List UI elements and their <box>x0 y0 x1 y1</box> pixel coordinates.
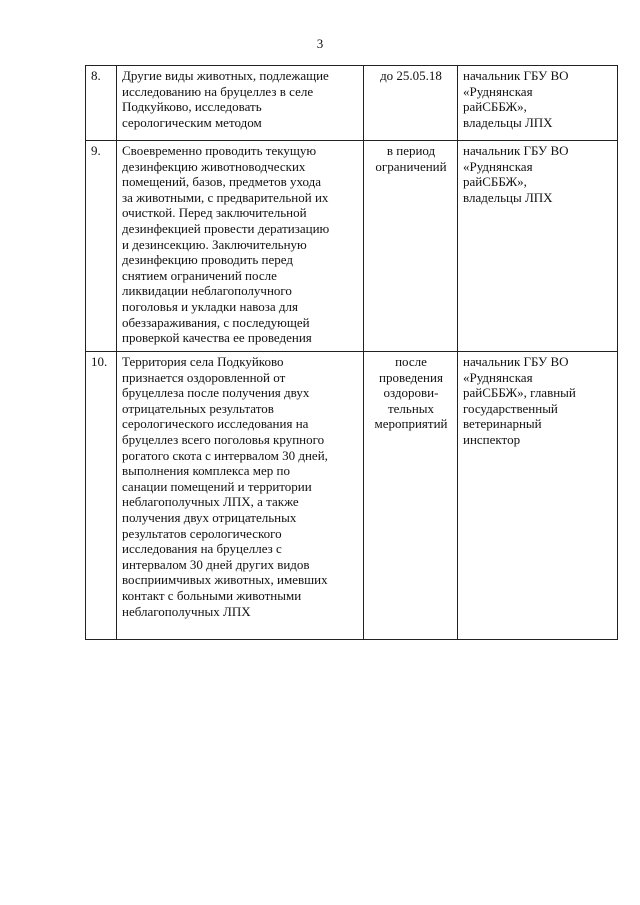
measures-table <box>85 65 618 640</box>
responsible-text: начальник ГБУ ВО «Руднянская райСББЖ», владельцы ЛПХ <box>463 68 569 130</box>
term-text: после проведения оздорови- тельных мероприятий <box>374 354 448 432</box>
row-number-cell <box>86 66 117 141</box>
row-number: 9. <box>91 143 101 158</box>
term-cell <box>364 352 458 640</box>
responsible-text: начальник ГБУ ВО «Руднянская райСББЖ», владельцы ЛПХ <box>463 143 569 205</box>
row-number: 10. <box>91 354 108 369</box>
row-number: 8. <box>91 68 101 83</box>
responsible-cell <box>458 141 618 352</box>
row-number-cell <box>86 352 117 640</box>
action-text: Другие виды животных, подлежащие исследованию на бруцеллез в селе Подкуйково, исследовать серологическим методом <box>122 68 329 130</box>
responsible-text: начальник ГБУ ВО «Руднянская райСББЖ», главный государственный ветеринарный инспектор <box>463 354 576 447</box>
action-text: Своевременно проводить текущую дезинфекцию животноводческих помещений, базов, предметов ухода за животными, с предварительной их очисткой. Перед заключительной дезинфекцией провести дератизацию и дезинсекцию. Заключительную дезинфекцию проводить перед снятием ограничений после ликвидации неблагополучного поголовья и укладки навоза для обеззараживания, с последующей проверкой качества ее проведения <box>122 143 330 346</box>
term-cell <box>364 141 458 352</box>
action-cell <box>117 141 364 352</box>
row-number-cell <box>86 141 117 352</box>
table-row <box>86 141 618 352</box>
page-number: 3 <box>316 36 324 51</box>
table-row <box>86 66 618 141</box>
responsible-cell <box>458 66 618 141</box>
term-text: в период ограничений <box>375 143 447 174</box>
action-cell <box>117 352 364 640</box>
term-cell <box>364 66 458 141</box>
action-cell <box>117 66 364 141</box>
action-text: Территория села Подкуйково признается оздоровленной от бруцеллеза после получения двух отрицательных результатов серологического исследования на бруцеллез всего поголовья крупного рогатого скота с интервалом 30 дней, выполнения комплекса мер по санации помещений и территории неблагополучных ЛПХ, а также получения двух отрицательных результатов серологического исследования на бруцеллез с интервалом 30 дней других видов восприимчивых животных, имевших контакт с больными животными неблагополучных ЛПХ <box>122 354 328 619</box>
term-text: до 25.05.18 <box>380 68 442 83</box>
responsible-cell <box>458 352 618 640</box>
table-row <box>86 352 618 640</box>
